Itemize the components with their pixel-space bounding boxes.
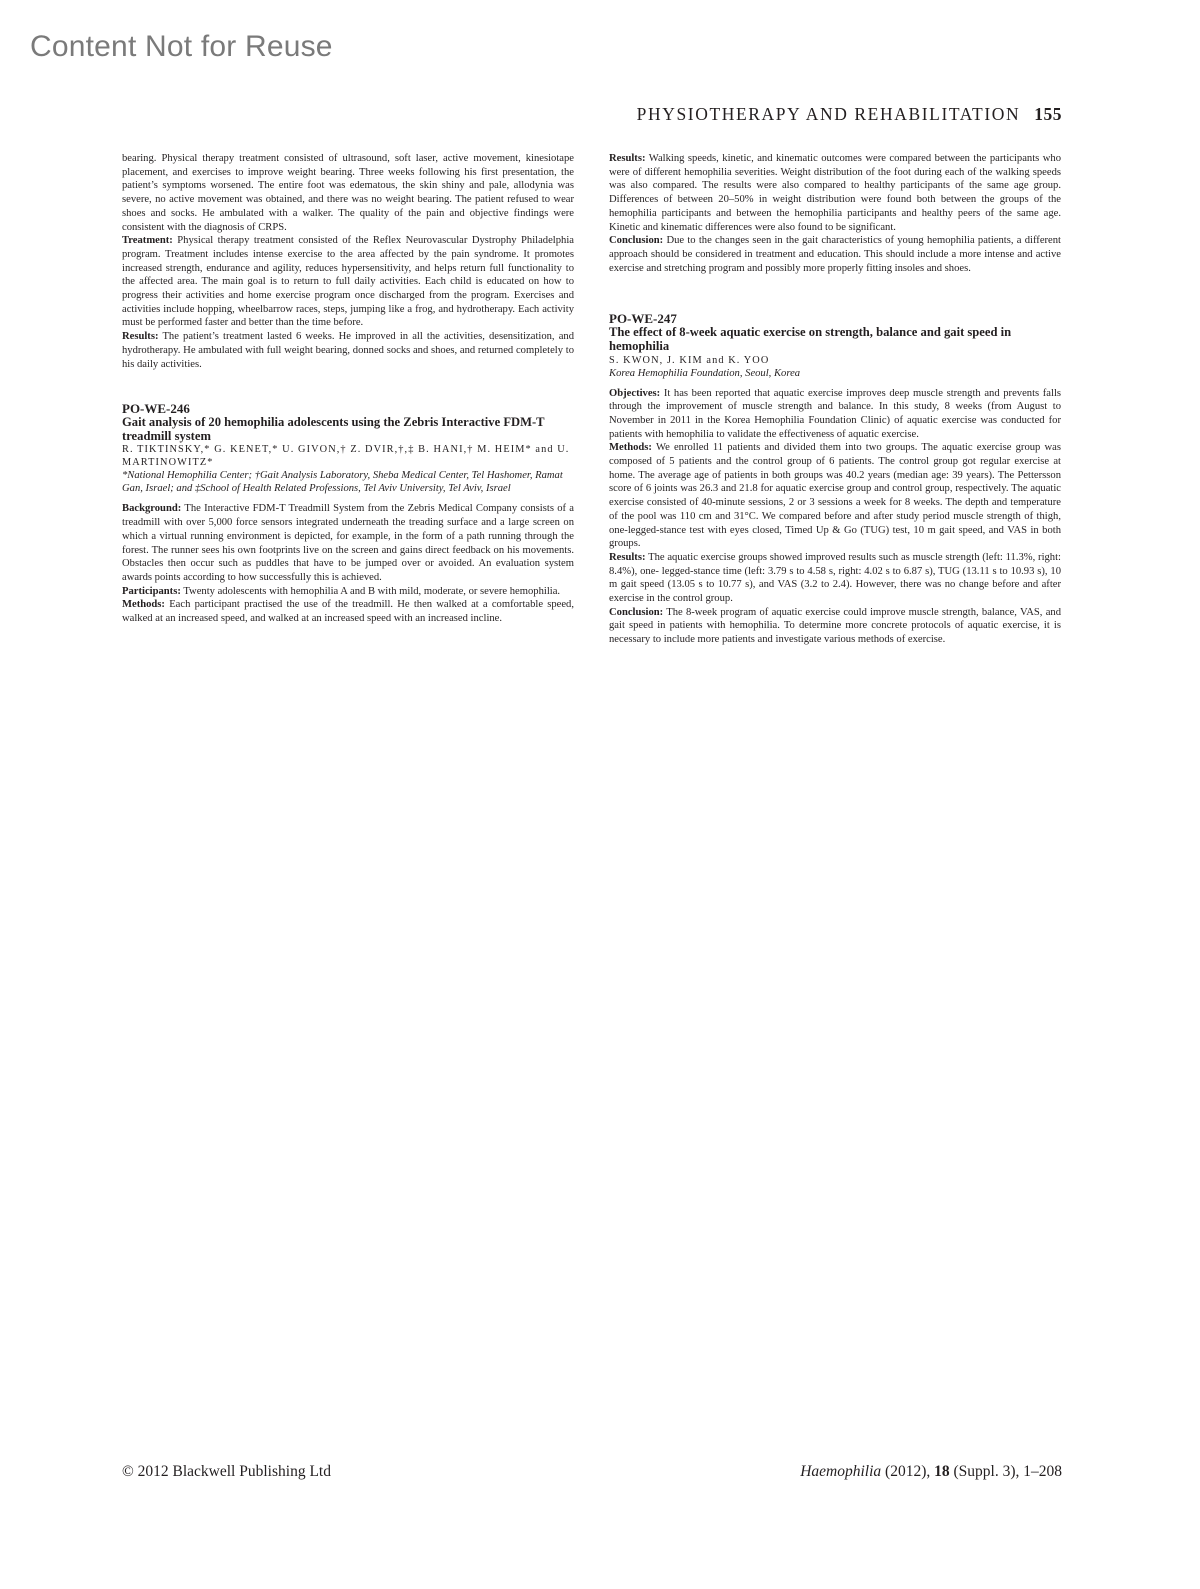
watermark: Content Not for Reuse (30, 30, 333, 63)
section-label: Treatment: (122, 235, 173, 247)
continued-paragraph: bearing. Physical therapy treatment consisted of ultrasound, soft laser, active movement, kinesiotape placement, and exercises to improve weight bearing. Three weeks following his first presentation, the patient’s symptoms worsened. The entire foot was edematous, the skin shiny and pale, allodynia was severe, no active movement was obtained, and there was no weight bearing. The patient refused to wear shoes and socks. He ambulated with a walker. The quality of the pain and objective findings were consistent with the diagnosis of CRPS. (122, 153, 574, 233)
section-text: The 8-week program of aquatic exercise could improve muscle strength, balance, VAS, and gait speed in patients with hemophilia. To determine more concrete protocols of aquatic exercise, it is necessary to include more patients and investigate various methods of exercise. (609, 606, 1061, 646)
section-text: The patient’s treatment lasted 6 weeks. He improved in all the activities, desensitization, and hydrotherapy. He ambulated with full weight bearing, donned socks and shoes, and returned completely to his daily activities. (122, 331, 574, 370)
section-label: Conclusion: (609, 606, 664, 618)
right-column (609, 152, 1061, 647)
abstract-title: The effect of 8-week aquatic exercise on strength, balance and gait speed in hemophilia (609, 325, 1012, 353)
section-label: Methods: (122, 599, 165, 611)
conclusion-section (609, 606, 1061, 647)
abstract-po-we-246 (122, 401, 574, 626)
results-section (609, 551, 1061, 606)
section-text: It has been reported that aquatic exercise improves deep muscle strength and prevents falls through the improvement of muscle strength and balance. In this study, 8 weeks (from August to November in 2011 in the Korea Hemophilia Foundation Clinic) of aquatic exercise was conducted for patients with hemophilia to validate the effectiveness of aquatic exercise. (609, 387, 1062, 440)
section-label: Background: (122, 503, 182, 515)
section-text: We enrolled 11 patients and divided them into two groups. The aquatic exercise group was composed of 5 patients and the control group of 6 patients. The control group got regular exercise at home. The average age of patients in both groups was 40.2 years (median age: 39 years). The Pettersson score of 6 joints was 26.3 and 21.8 for aquatic exercise group and control group, respectively. The aquatic exercise consisted of 40-minute sessions, 2 or 3 sessions a week for 8 weeks. The depth and temperature of the pool was 110 cm and 31°C. We compared before and after study period muscle strength of thigh, one-legged-stance test with eyes closed, Timed Up & Go (TUG) test, 10 m gait speed, and VAS in both groups. (609, 442, 1061, 550)
abstract-affiliation: Korea Hemophilia Foundation, Seoul, Korea (609, 367, 801, 379)
abstract-po-we-247 (609, 311, 1061, 647)
section-label: Methods: (609, 442, 652, 454)
section-text: Twenty adolescents with hemophilia A and B with mild, moderate, or severe hemophilia. (183, 585, 561, 597)
conclusion-section (609, 234, 1061, 275)
section-label: Results: (609, 153, 646, 164)
section-label: Participants: (122, 585, 181, 597)
abstract-id: PO-WE-247 (609, 311, 677, 327)
treatment-section (122, 234, 574, 330)
abstract-affiliation: *National Hemophilia Center; †Gait Analysis Laboratory, Sheba Medical Center, Tel Hashomer, Ramat Gan, Israel; and ‡School of Health Related Professions, Tel Aviv University, Tel Aviv, Israel (122, 470, 563, 495)
left-column (122, 152, 574, 626)
section-label: Results: (609, 551, 646, 563)
section-text: Due to the changes seen in the gait characteristics of young hemophilia patients, a different approach should be considered in treatment and education. This should include a more intense and active exercise and stretching program and possibly more properly fitting insoles and shoes. (609, 235, 1061, 274)
abstract-authors: R. TIKTINSKY,* G. KENET,* U. GIVON,† Z. DVIR,†,‡ B. HANI,† M. HEIM* and U. MARTINOWITZ* (122, 444, 570, 469)
section-text: Walking speeds, kinetic, and kinematic outcomes were compared between the participants who were of different hemophilia severities. Weight distribution of the foot during each of the walking speeds was also compared. The results were also compared to healthy participants of the same age group. Differences of between 20–50% in weight distribution were found both between the groups of the hemophilia participants and between the hemophilia participants and healthy peers of the same age. Kinetic and kinematic differences were also found to be significant. (609, 153, 1061, 233)
results-section (122, 330, 574, 371)
section-label: Results: (122, 331, 159, 343)
running-head (597, 104, 1062, 125)
section-text: The Interactive FDM-T Treadmill System from the Zebris Medical Company consists of a treadmill with over 5,000 force sensors integrated underneath the treading surface and a large screen on which a virtual running environment is depicted, for example, in the form of a path running through the forest. The runner sees his own footprints live on the screen and gains direct feedback on his movements. Obstacles then occur such as puddles that have to be jumped over or avoided. An evaluation system awards points according to how successfully this is achieved. (122, 503, 574, 583)
objectives-section (609, 387, 1061, 442)
journal-name: Haemophilia (800, 1463, 882, 1480)
journal-volume: 18 (934, 1463, 950, 1480)
methods-section (609, 441, 1061, 551)
footer-citation (600, 1463, 1062, 1481)
abstract-title: Gait analysis of 20 hemophilia adolescents using the Zebris Interactive FDM-T treadmill system (122, 415, 545, 443)
journal-year: (2012), (885, 1463, 931, 1480)
journal-issue-pages: (Suppl. 3), 1–208 (953, 1463, 1062, 1480)
methods-section (122, 598, 574, 625)
footer-copyright: © 2012 Blackwell Publishing Ltd (122, 1463, 331, 1480)
participants-section (122, 585, 574, 599)
page-number: 155 (1034, 104, 1062, 124)
section-text: Physical therapy treatment consisted of the Reflex Neurovascular Dystrophy Philadelphia program. Treatment includes intense exercise to the area affected by the pain syndrome. It promotes increased strength, endurance and agility, reduces hypersensitivity, and helps return full functionality to the affected area. The main goal is to return to full daily activities. Each child is educated on how to progress their activities and home exercise program once discharged from the program. Exercises and activities include hopping, wheelbarrow races, steps, jumping like a frog, and hydrotherapy. Each activity must be performed faster and better than the time before. (122, 235, 574, 329)
section-label: Conclusion: (609, 235, 664, 247)
section-text: Each participant practised the use of the treadmill. He then walked at a comfortable speed, walked at an increased speed, and walked at an increased speed with an increased incline. (122, 599, 575, 625)
section-text: The aquatic exercise groups showed improved results such as muscle strength (left: 11.3%, right: 8.4%), one- legged-stance time (left: 3.79 s to 4.58 s, right: 4.02 s to 6.87 s), TUG (13.11 s to 10.93 s), 10 m gait speed (13.05 s to 10.77 s), and VAS (3.2 to 2.4). However, there was no change before and after exercise in the control group. (609, 551, 1061, 605)
section-label: Objectives: (609, 387, 661, 399)
section-title: PHYSIOTHERAPY AND REHABILITATION (636, 104, 1021, 124)
results-section (609, 152, 1061, 234)
background-section (122, 502, 574, 584)
abstract-id: PO-WE-246 (122, 401, 190, 417)
abstract-authors: S. KWON, J. KIM and K. YOO (609, 354, 770, 366)
